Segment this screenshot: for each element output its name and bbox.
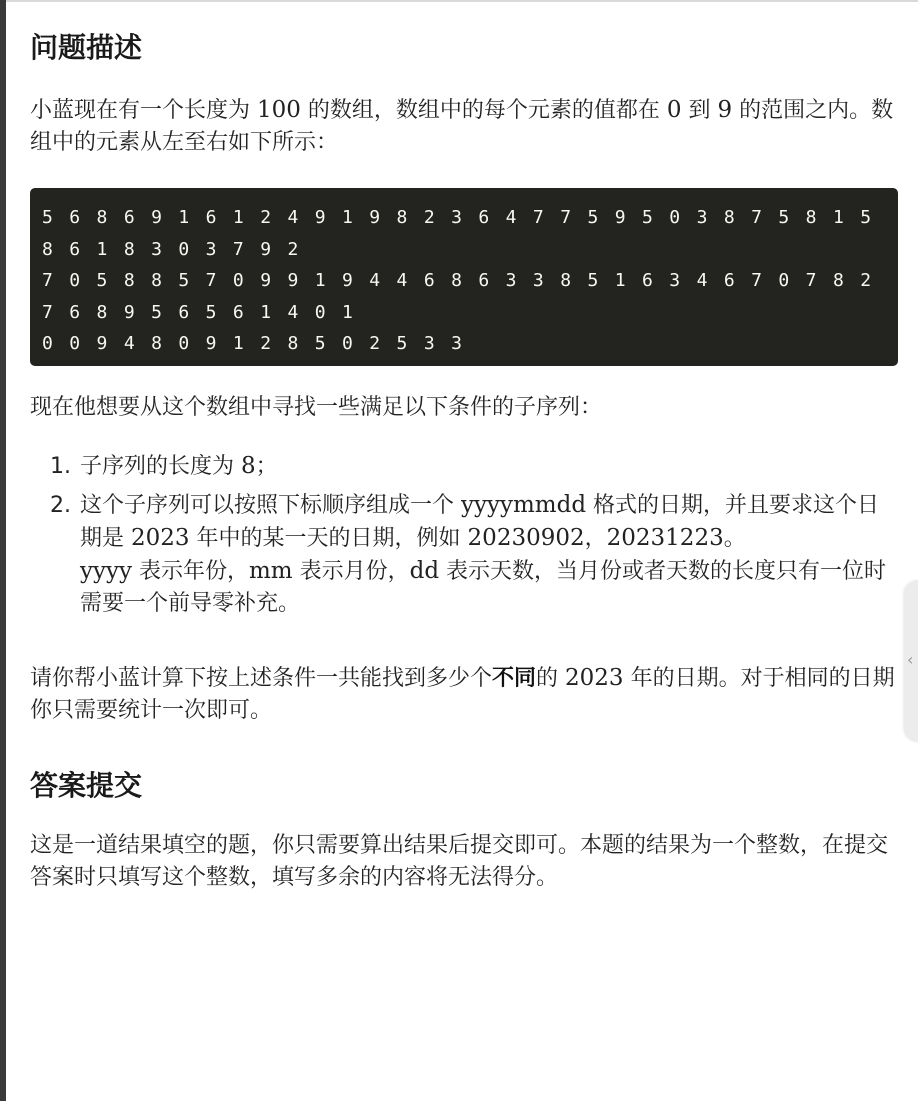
top-divider [6,0,918,2]
left-border [0,0,6,1101]
submission-paragraph: 这是一道结果填空的题，你只需要算出结果后提交即可。本题的结果为一个整数，在提交答案时只填写这个整数，填写多余的内容将无法得分。 [30,833,889,890]
condition-item-1: 1. 子序列的长度为 8； [78,450,896,483]
condition-intro: 现在他想要从这个数组中寻找一些满足以下条件的子序列： [30,395,603,420]
intro-paragraph: 小蓝现在有一个长度为 100 的数组，数组中的每个元素的值都在 0 到 9 的范围之内。数组中的元素从左至右如下所示： [30,97,894,155]
chevron-left-icon: ‹ [907,650,914,669]
array-code-block: 5 6 8 6 9 1 6 1 2 4 9 1 9 8 2 3 6 4 7 7 5 9 5 0 3 8 7 5 8 1 5 8 6 1 8 3 0 3 7 9 2 7 0 5 8 8 5 7 0 9 9 1 9 4 4 6 8 6 3 3 8 5 1 6 3 4 6 7 0 7 8 2 7 6 8 9 5 6 5 6 1 4 0 1 0 0 9 4 8 0 9 1 2 8 5 0 2 5 3 3 [30,188,898,366]
description-heading: 问题描述 [30,31,143,64]
submission-heading: 答案提交 [30,769,143,802]
condition-item-2: 2. 这个子序列可以按照下标顺序组成一个 yyyymmdd 格式的日期，并且要求这个日期是 2023 年中的某一天的日期，例如 20230902，20231223。 yyyy 表示年份，mm 表示月份，dd 表示天数，当月份或者天数的长度只有一位时需要一个前导零补充。 [78,489,896,620]
emphasis-different: 不同 [492,666,537,691]
question-paragraph: 请你帮小蓝计算下按上述条件一共能找到多少个不同的 2023 年的日期。对于相同的日期你只需要统计一次即可。 [30,665,895,723]
condition-list [30,450,896,626]
side-panel-toggle[interactable] [904,580,918,742]
